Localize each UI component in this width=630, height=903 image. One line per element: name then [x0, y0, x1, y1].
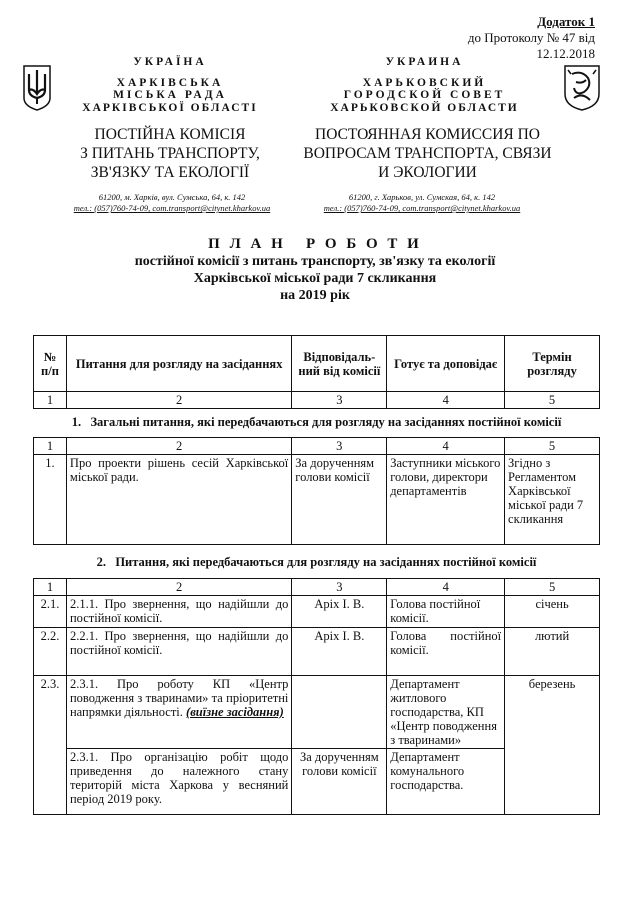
column-number: 4	[387, 438, 505, 455]
left-commission-line: З ПИТАНЬ ТРАНСПОРТУ,	[80, 145, 260, 162]
row-term: лютий	[505, 628, 600, 676]
column-number: 4	[387, 579, 505, 596]
left-commission-line: ЗВ'ЯЗКУ ТА ЕКОЛОГІЇ	[90, 164, 250, 181]
right-address-block	[310, 192, 534, 214]
left-commission-line: ПОСТІЙНА КОМІСІЯ	[94, 126, 246, 143]
row-number: 2.1.	[34, 596, 67, 628]
row-term: січень	[505, 596, 600, 628]
ukraine-trident-emblem	[22, 64, 52, 112]
section1-table	[33, 437, 600, 545]
left-address: 61200, м. Харків, вул. Сумська, 64, к. 142	[98, 192, 246, 202]
row-term: Згідно з Регламентом Харківської міської ради 7 скликання	[505, 455, 600, 545]
plan-line3: на 2019 рік	[280, 288, 350, 303]
section2-heading: 2. Питання, які передбачаються для розгляду на засіданнях постійної комісії	[96, 555, 537, 569]
row-term	[505, 749, 600, 815]
row-number: 2.3.	[34, 676, 67, 749]
row-reporter: Департамент комунального господарства.	[387, 749, 505, 815]
row-term: березень	[505, 676, 600, 749]
left-council-3: ХАРКІВСЬКОЇ ОБЛАСТІ	[82, 101, 258, 114]
right-council-1: ХАРЬКОВСКИЙ	[362, 76, 487, 89]
plan-line1: постійної комісії з питань транспорту, зв'язку та екології	[134, 254, 496, 269]
row-question	[66, 676, 291, 749]
left-council-1: ХАРКІВСЬКА	[116, 76, 224, 89]
right-address: 61200, г. Харьков, ул. Сумская, 64, к. 142	[348, 192, 496, 202]
row-responsible: Аріх І. В.	[292, 628, 387, 676]
table-row	[34, 455, 600, 545]
right-commission	[300, 125, 555, 182]
row-question-text: 2.3.1. Про роботу КП «Центр поводження з тваринами» та пріоритетні напрямки діяльності.	[69, 677, 289, 719]
table-row	[34, 676, 600, 749]
plan-title: П Л А Н Р О Б О Т И	[208, 236, 422, 252]
row-question: 2.3.1. Про організацію робіт щодо приведення до належного стану територій міста Харкова у весняний період 2019 року.	[66, 749, 291, 815]
visiting-session-note: (виїзне засідання)	[186, 705, 284, 719]
right-commission-line: И ЭКОЛОГИИ	[378, 164, 477, 181]
row-responsible: За дорученням голови комісії	[292, 455, 387, 545]
row-responsible: За дорученням голови комісії	[292, 749, 387, 815]
column-number: 2	[66, 392, 291, 409]
table-row	[34, 749, 600, 815]
column-number: 5	[505, 579, 600, 596]
annex-block	[420, 14, 595, 62]
row-reporter: Заступники міського голови, директори департаментів	[387, 455, 505, 545]
row-question: Про проекти рішень сесій Харківської міської ради.	[66, 455, 291, 545]
row-number	[34, 749, 67, 815]
row-reporter: Голова постійної комісії.	[387, 596, 505, 628]
column-number: 5	[505, 438, 600, 455]
right-commission-line: ПОСТОЯННАЯ КОМИССИЯ ПО	[315, 126, 540, 143]
column-number: 1	[34, 579, 67, 596]
column-number: 3	[292, 392, 387, 409]
header-table	[33, 335, 600, 409]
left-contacts: тел.: (057)760-74-09, com.transport@citynet.kharkov.ua	[73, 203, 271, 213]
row-question: 2.2.1. Про звернення, що надійшли до постійної комісії.	[66, 628, 291, 676]
row-responsible	[292, 676, 387, 749]
table-row	[34, 628, 600, 676]
col-number-header: № п/п	[34, 336, 67, 392]
column-number: 1	[34, 438, 67, 455]
col-responsible-header: Відповідаль-ний від комісії	[292, 336, 387, 392]
col-reporter-header: Готує та доповідає	[387, 336, 505, 392]
row-number: 2.2.	[34, 628, 67, 676]
left-country: УКРАЇНА	[133, 56, 207, 68]
left-council-2: МІСЬКА РАДА	[113, 89, 227, 101]
column-number: 1	[34, 392, 67, 409]
col-question-header: Питання для розгляду на засіданнях	[66, 336, 291, 392]
right-council-3: ХАРЬКОВСКОЙ ОБЛАСТИ	[330, 101, 519, 114]
section2-table	[33, 578, 600, 815]
plan-line2: Харківської міської ради 7 скликання	[193, 271, 437, 286]
row-responsible: Аріх І. В.	[292, 596, 387, 628]
right-country: УКРАИНА	[385, 56, 464, 68]
right-header	[312, 56, 537, 114]
right-contacts: тел.: (057)760-74-09, com.transport@citynet.kharkov.ua	[323, 203, 521, 213]
annex-title: Додаток 1	[537, 14, 595, 29]
column-number: 4	[387, 392, 505, 409]
row-reporter: Голова постійної комісії.	[387, 628, 505, 676]
column-number: 2	[66, 438, 291, 455]
right-council-2: ГОРОДСКОЙ СОВЕТ	[343, 89, 506, 101]
column-number: 5	[505, 392, 600, 409]
right-commission-line: ВОПРОСАМ ТРАНСПОРТА, СВЯЗИ	[303, 145, 552, 162]
row-reporter: Департамент житлового господарства, КП «Центр поводження з тваринами»	[387, 676, 505, 749]
left-address-block	[60, 192, 284, 214]
row-question: 2.1.1. Про звернення, що надійшли до постійної комісії.	[66, 596, 291, 628]
kharkiv-coat-of-arms	[562, 62, 602, 112]
column-number: 2	[66, 579, 291, 596]
annex-protocol: до Протоколу № 47 від 12.12.2018	[467, 30, 595, 61]
column-number: 3	[292, 438, 387, 455]
plan-heading	[60, 235, 570, 304]
left-header	[60, 56, 280, 114]
section1-heading: 1. Загальні питання, які передбачаються для розгляду на засіданнях постійної комісії	[71, 415, 562, 429]
column-number: 3	[292, 579, 387, 596]
table-row	[34, 596, 600, 628]
col-term-header: Термін розгляду	[505, 336, 600, 392]
left-commission	[60, 125, 280, 182]
row-number: 1.	[34, 455, 67, 545]
